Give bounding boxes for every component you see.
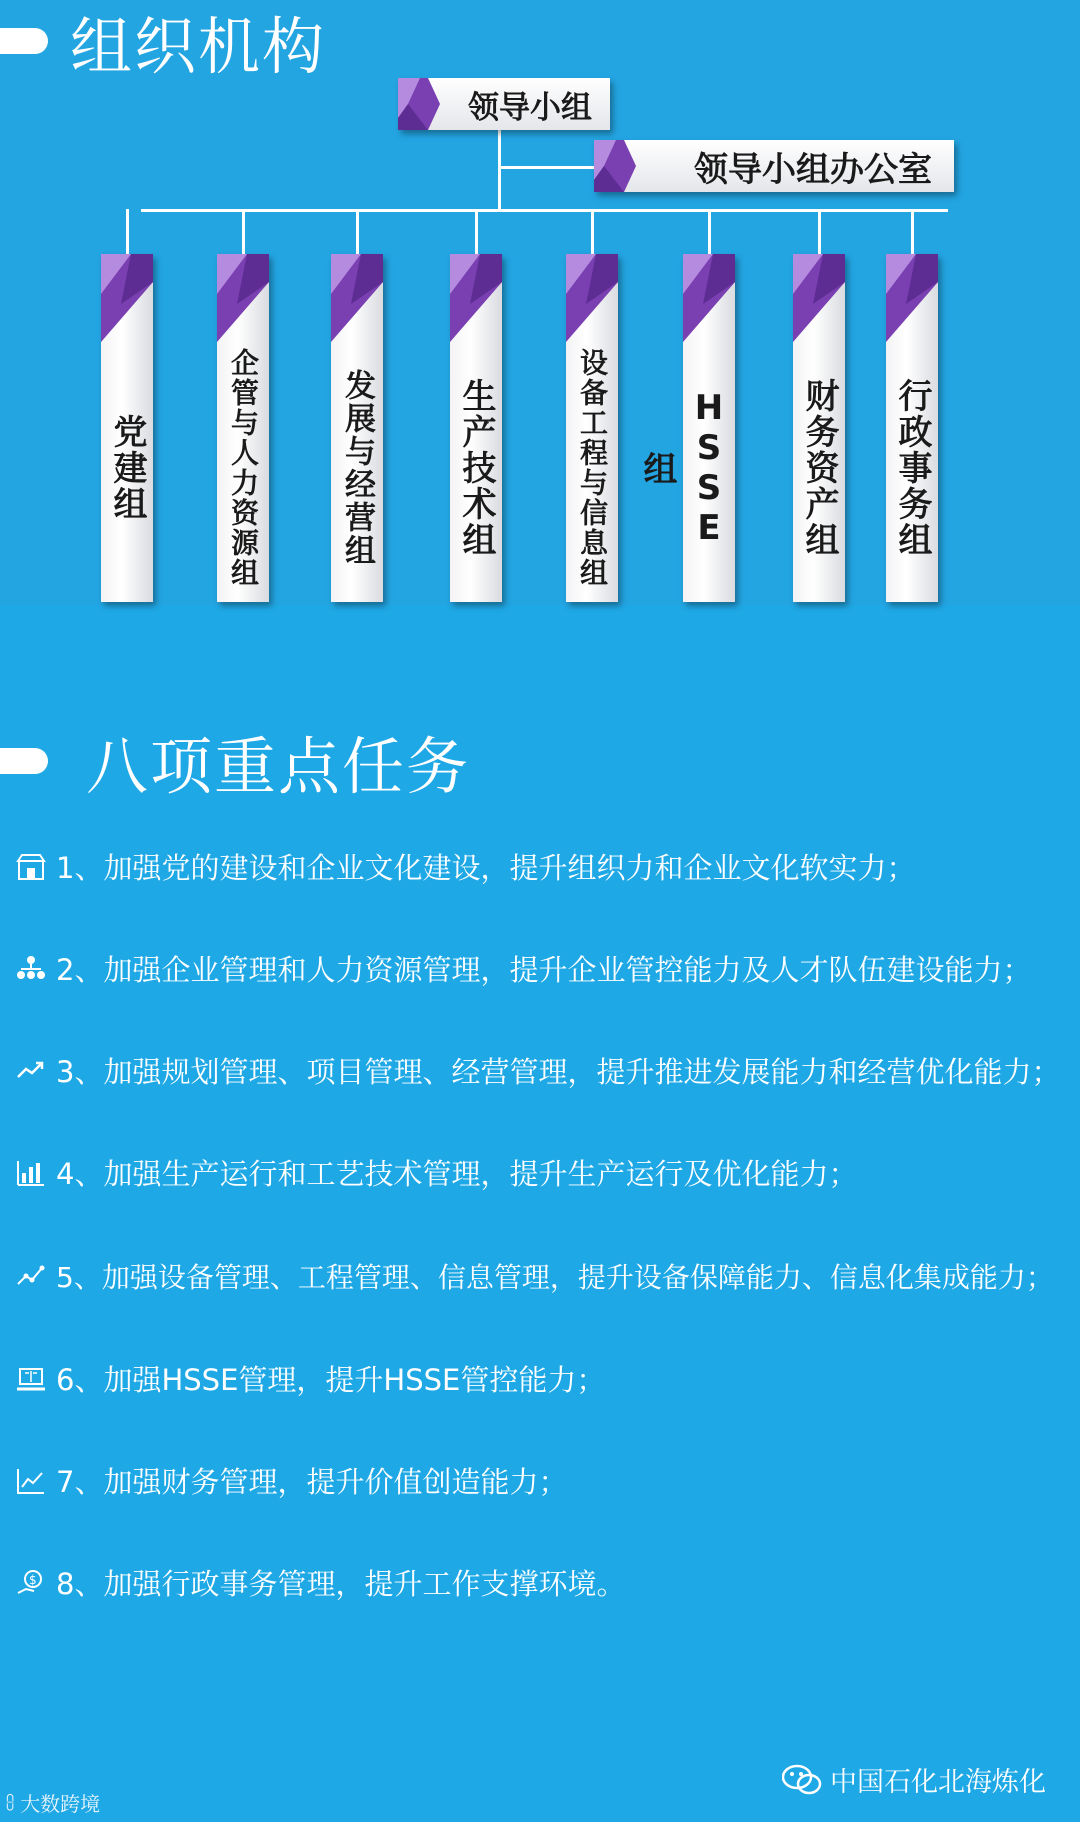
leadership-office-label: 领导小组办公室 <box>694 149 932 190</box>
footer-watermark <box>6 1788 100 1817</box>
connector-drop-line <box>591 209 594 255</box>
purple-cap-icon <box>331 254 383 342</box>
connector-line <box>498 130 501 210</box>
section-title-text: 组织机构 <box>70 9 327 83</box>
section-title-text: 八项重点任务 <box>86 729 471 803</box>
group-label: HSSE组 <box>637 388 729 548</box>
handshake-icon <box>14 1054 48 1088</box>
group-pillar <box>793 254 845 602</box>
purple-cap-icon <box>217 254 269 342</box>
laptop-book-icon <box>14 1362 48 1396</box>
task-item <box>14 1562 625 1603</box>
task-item <box>14 1050 1060 1091</box>
group-pillar <box>886 254 938 602</box>
title-pill-icon <box>0 748 48 774</box>
group-label: 生产技术组 <box>456 378 496 558</box>
task-item <box>14 1460 567 1501</box>
purple-corner-icon <box>398 78 440 130</box>
trend-chart-icon <box>14 1464 48 1498</box>
purple-cap-icon <box>101 254 153 342</box>
task-text: 8、加强行政事务管理，提升工作支撑环境。 <box>56 1567 626 1601</box>
connector-drop-line <box>708 209 711 255</box>
group-pillar <box>450 254 502 602</box>
group-label: 企管与人力资源组 <box>227 348 260 588</box>
watermark-logo-icon: ⩉ <box>6 1792 15 1813</box>
purple-cap-icon <box>886 254 938 342</box>
leadership-group-box <box>398 78 610 130</box>
group-pillar <box>101 254 153 602</box>
connector-drop-line <box>242 209 245 255</box>
footer-watermark-text: 大数跨境 <box>20 1792 101 1816</box>
section-title-org <box>0 6 327 83</box>
store-icon <box>14 850 48 884</box>
connector-drop-line <box>911 209 914 255</box>
group-label: 发展与经营组 <box>339 369 375 567</box>
org-chart-icon <box>14 952 48 986</box>
bar-chart-icon <box>14 1156 48 1190</box>
group-label: 财务资产组 <box>799 378 839 558</box>
connector-drop-line <box>356 209 359 255</box>
task-text: 4、加强生产运行和工艺技术管理，提升生产运行及优化能力； <box>56 1157 858 1191</box>
task-text: 5、加强设备管理、工程管理、信息管理，提升设备保障能力、信息化集成能力； <box>56 1261 1054 1294</box>
group-label: 党建组 <box>107 414 147 522</box>
leadership-office-box <box>594 140 954 192</box>
group-pillar <box>331 254 383 602</box>
purple-cap-icon <box>793 254 845 342</box>
task-text: 1、加强党的建设和企业文化建设，提升组织力和企业文化软实力； <box>56 851 916 885</box>
footer-brand <box>782 1760 1046 1799</box>
leadership-group-label: 领导小组 <box>468 89 592 126</box>
task-item <box>14 846 915 887</box>
footer-brand-text: 中国石化北海炼化 <box>830 1767 1046 1798</box>
connector-drop-line <box>475 209 478 255</box>
connector-line <box>141 209 948 212</box>
task-item <box>14 948 1031 989</box>
group-label: 行政事务组 <box>892 378 932 558</box>
task-item <box>14 1358 605 1399</box>
purple-cap-icon <box>566 254 618 342</box>
task-text: 7、加强财务管理，提升价值创造能力； <box>56 1465 568 1499</box>
task-item <box>14 1152 857 1193</box>
task-text: 2、加强企业管理和人力资源管理，提升企业管控能力及人才队伍建设能力； <box>56 953 1032 987</box>
group-pillar <box>637 254 735 602</box>
connector-line <box>498 166 596 169</box>
group-label: 设备工程与信息组 <box>576 348 609 588</box>
connector-drop-line <box>126 209 129 255</box>
line-graph-icon <box>14 1259 48 1293</box>
task-text: 3、加强规划管理、项目管理、经营管理，提升推进发展能力和经营优化能力； <box>56 1055 1061 1089</box>
purple-cap-icon <box>683 254 735 342</box>
connector-drop-line <box>818 209 821 255</box>
wechat-icon <box>782 1763 822 1797</box>
group-pillar <box>217 254 269 602</box>
svg-text:$: $ <box>29 1572 37 1587</box>
group-pillar <box>566 254 618 602</box>
dollar-hand-icon <box>14 1566 48 1600</box>
purple-corner-icon <box>594 140 636 192</box>
task-item <box>14 1256 1054 1296</box>
section-title-tasks <box>0 726 471 803</box>
title-pill-icon <box>0 28 48 54</box>
task-text: 6、加强HSSE管理，提升HSSE管控能力； <box>56 1363 606 1397</box>
purple-cap-icon <box>450 254 502 342</box>
